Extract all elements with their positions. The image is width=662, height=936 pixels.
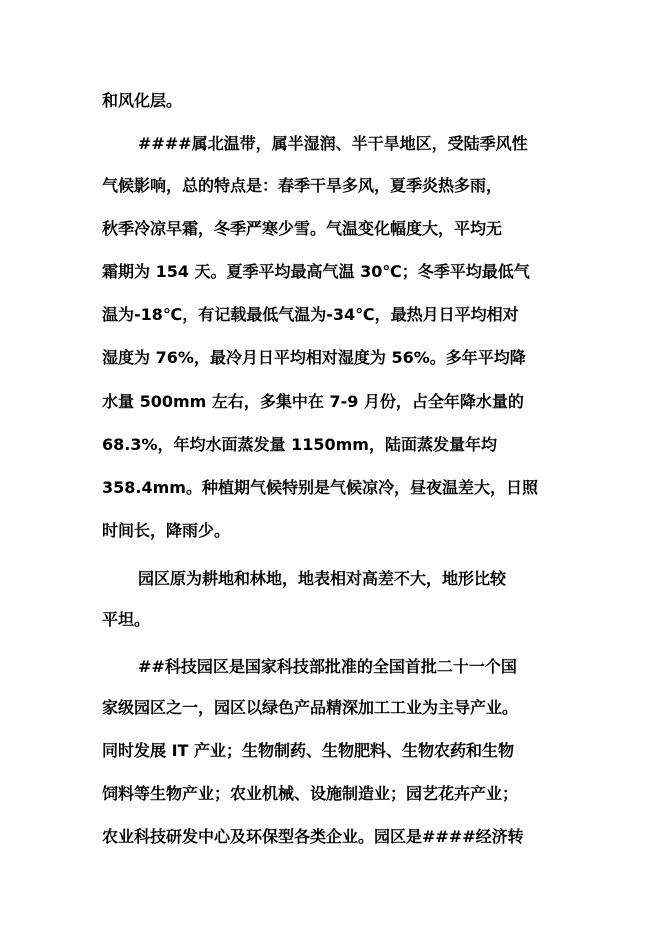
text-line: 和风化层。 xyxy=(102,91,183,110)
text-line: 平坦。 xyxy=(102,610,151,629)
text-line: ####属北温带，属半湿润、半干旱地区，受陆季风性 xyxy=(138,134,528,153)
text-line: 气候影响，总的特点是：春季干旱多风，夏季炎热多雨， xyxy=(102,176,503,195)
text-line: 水量 500mm 左右，多集中在 7-9 月份，占全年降水量的 xyxy=(102,392,524,411)
text-line: 秋季冷凉早霜，冬季严寒少雪。气温变化幅度大，平均无 xyxy=(102,219,503,238)
text-line: 霜期为 154 天。夏季平均最高气温 30℃；冬季平均最低气 xyxy=(102,262,530,281)
text-line: 时间长，降雨少。 xyxy=(102,521,231,540)
text-line: 农业科技研发中心及环保型各类企业。园区是####经济转 xyxy=(102,827,524,846)
text-line: 358.4mm。种植期气候特别是气候凉冷，昼夜温差大，日照 xyxy=(102,478,538,497)
text-line: 同时发展 IT 产业；生物制药、生物肥料、生物农药和生物 xyxy=(102,741,515,760)
text-line: 68.3%，年均水面蒸发量 1150mm，陆面蒸发量年均 xyxy=(102,435,497,454)
text-line: ##科技园区是国家科技部批准的全国首批二十一个国 xyxy=(138,657,517,676)
text-line: 家级园区之一，园区以绿色产品精深加工工业为主导产业。 xyxy=(102,698,519,717)
text-line: 饲料等生物产业；农业机械、设施制造业；园艺花卉产业； xyxy=(102,784,519,803)
text-line: 园区原为耕地和林地，地表相对高差不大，地形比较 xyxy=(138,569,507,588)
text-line: 湿度为 76%，最冷月日平均相对湿度为 56%。多年平均降 xyxy=(102,348,526,367)
text-line: 温为-18℃，有记载最低气温为-34℃，最热月日平均相对 xyxy=(102,305,519,324)
